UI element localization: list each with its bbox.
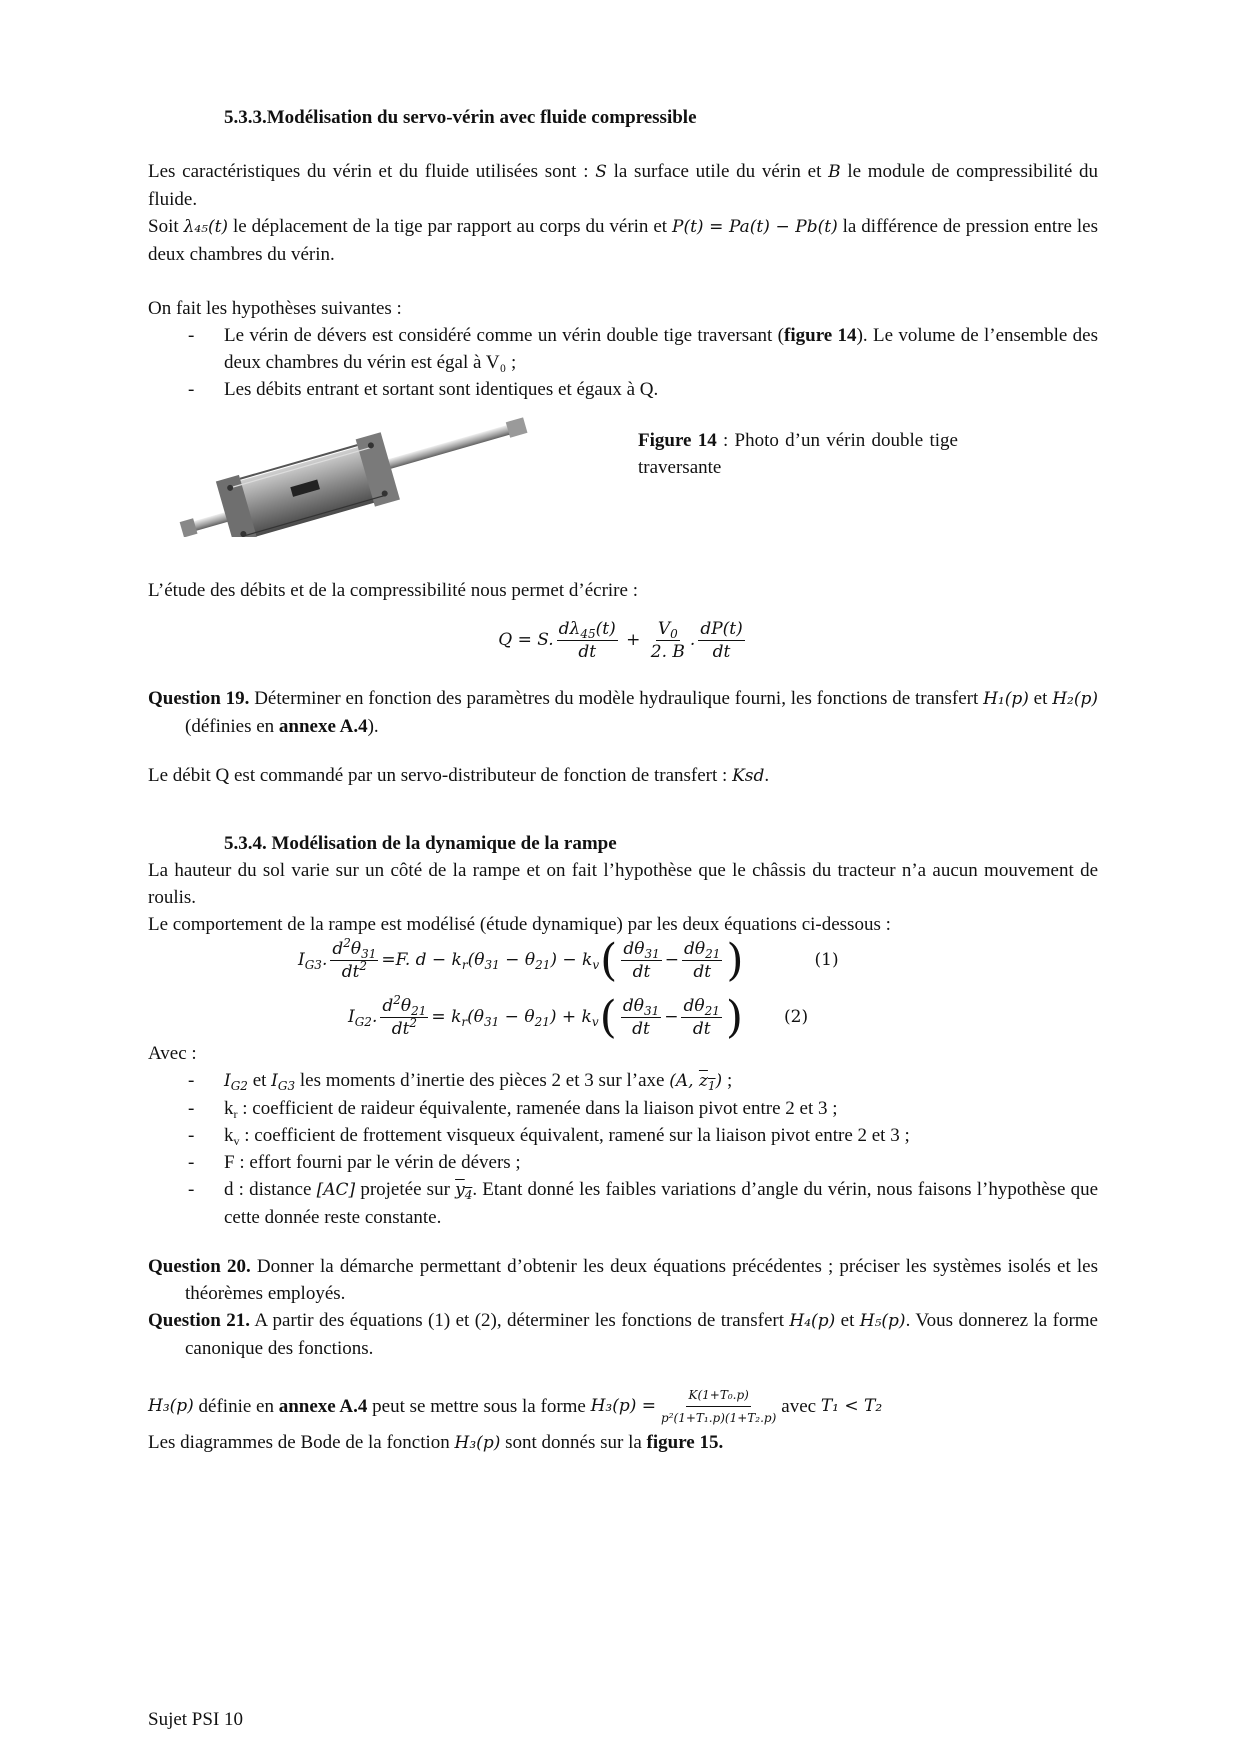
parameters-list: [148, 1067, 1098, 1231]
equation-1: $I_{G3}$. $\frac{d^2\theta_{31}}{dt^2}$ = F. $d - k_r(\theta_{31} - \theta_{21}) - k_v$ ( $\frac{d\theta_{31}}{dt}$ − $\frac{d\theta_{21}}{dt}$ ) (1): [298, 934, 839, 986]
para-ground: La hauteur du sol varie sur un côté de la rampe et on fait l’hypothèse que le châssis du tracteur n’a aucun mouvement de roulis.: [148, 860, 1098, 908]
question-21: Question 21. A partir des équations (1) et (2), déterminer les fonctions de transfert H₄(p) et H₅(p). Vous donnerez la forme canonique des fonctions.: [148, 1310, 1098, 1359]
study-intro: L’étude des débits et de la compressibilité nous permet d’écrire :: [148, 580, 638, 601]
parameter-item: - $k_v$ : coefficient de frottement visqueux équivalent, ramené sur la liaison pivot entre 2 et 3 ;: [148, 1122, 1098, 1149]
parameter-item: - $I_{G2}$ et $I_{G3}$ les moments d’inertie des pièces 2 et 3 sur l’axe (A, $z_1$) ;: [148, 1067, 1098, 1095]
figure-14-caption: Figure 14 : Photo d’un vérin double tige traversante: [638, 430, 958, 478]
hypotheses-list: [148, 322, 1098, 403]
question-19: Question 19. Déterminer en fonction des paramètres du modèle hydraulique fourni, les fonctions de transfert H₁(p) et H₂(p) (définies en annexe A.4).: [148, 688, 1098, 737]
bode-text: Les diagrammes de Bode de la fonction H₃(p) sont donnés sur la figure 15.: [148, 1432, 724, 1453]
para-characteristics: Les caractéristiques du vérin et du fluide utilisées sont : S la surface utile du vérin et B le module de compressibilité du fluide.: [148, 161, 1098, 210]
question-20: Question 20. Donner la démarche permettant d’obtenir les deux équations précédentes ; préciser les systèmes isolés et les théorèmes employés.: [148, 1256, 1098, 1304]
section-533-title: 5.3.3.Modélisation du servo-vérin avec fluide compressible: [224, 107, 697, 128]
figure-14: [148, 417, 1098, 567]
debit-command: Le débit Q est commandé par un servo-distributeur de fonction de transfert : Ksd.: [148, 765, 770, 786]
h3-definition: H₃(p) définie en annexe A.4 peut se mettre sous la forme H₃(p) = $\frac{\text{K(1+T₀.p)}}{\text{p²(1+T₁.p)(1+T₂.p)}}$ avec T₁ < T₂: [148, 1384, 1098, 1429]
equation-2-number: (2): [784, 1007, 809, 1027]
parameter-item: - F : effort fourni par le vérin de dévers ;: [148, 1149, 1098, 1176]
para-displacement: Soit λ₄₅(t) le déplacement de la tige par rapport au corps du vérin et P(t) = Pa(t) − Pb(t) la différence de pression entre les deux chambres du vérin.: [148, 216, 1099, 265]
parameter-item: - $k_r$ : coefficient de raideur équivalente, ramenée dans la liaison pivot entre 2 et 3 ;: [148, 1095, 1098, 1122]
equation-q: Q = S. $\frac{d\lambda_{45}(t)}{dt}$ + $\frac{V_0}{2. B}$ . $\frac{dP(t)}{dt}$: [498, 619, 743, 662]
section-534-title: 5.3.4. Modélisation de la dynamique de la rampe: [224, 833, 617, 854]
equation-2: $I_{G2}$. $\frac{d^2\theta_{21}}{dt^2}$ = $k_r(\theta_{31} - \theta_{21}) + k_v$ ( $\frac{d\theta_{31}}{dt}$ − $\frac{d\theta_{21}}{dt}$ ) (2): [348, 991, 809, 1043]
equation-1-number: (1): [814, 950, 839, 970]
para-behaviour: Le comportement de la rampe est modélisé (étude dynamique) par les deux équations ci-dessous :: [148, 914, 891, 935]
double-rod-cylinder-photo: [170, 417, 540, 537]
parameter-item: - d : distance [AC] projetée sur $y_4$. Etant donné les faibles variations d’angle du vérin, nous faisons l’hypothèse que cette donnée reste constante.: [148, 1176, 1098, 1231]
avec-label: Avec :: [148, 1043, 197, 1064]
page-footer: Sujet PSI 10: [148, 1709, 244, 1730]
hypothesis-item: - Les débits entrant et sortant sont identiques et égaux à Q.: [148, 376, 1098, 403]
page-content: [148, 104, 1098, 1457]
hypothesis-item: - Le vérin de dévers est considéré comme un vérin double tige traversant (figure 14). Le volume de l’ensemble des deux chambres du vérin est égal à V₀ ;: [148, 322, 1098, 376]
hypotheses-intro: On fait les hypothèses suivantes :: [148, 298, 402, 319]
